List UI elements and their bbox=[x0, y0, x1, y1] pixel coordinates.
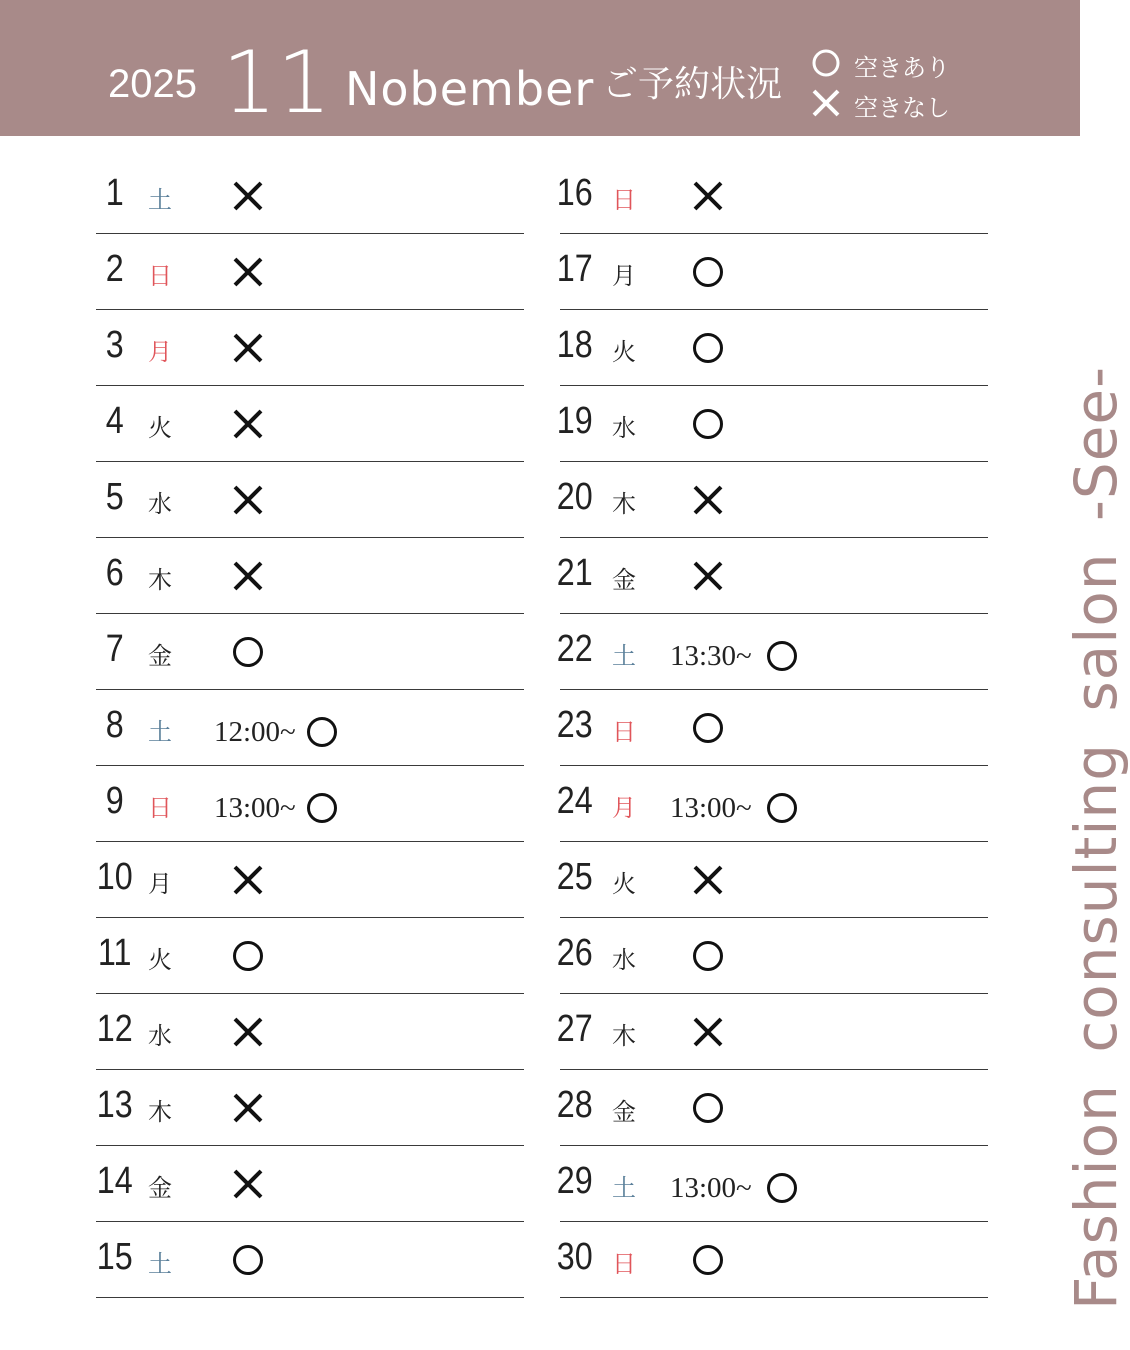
day-number: 12 bbox=[96, 1008, 133, 1050]
weekday-label: 水 bbox=[612, 414, 636, 442]
calendar-row bbox=[96, 158, 524, 234]
weekday-label: 土 bbox=[148, 718, 172, 746]
day-number: 27 bbox=[556, 1008, 593, 1050]
circle-icon bbox=[690, 1090, 726, 1126]
calendar-row bbox=[96, 462, 524, 538]
weekday-label: 木 bbox=[148, 566, 172, 594]
day-number: 7 bbox=[105, 628, 124, 670]
day-number: 23 bbox=[556, 704, 593, 746]
calendar-row bbox=[556, 462, 988, 538]
calendar-row bbox=[556, 614, 988, 690]
day-number: 8 bbox=[105, 704, 124, 746]
day-number: 13 bbox=[96, 1084, 133, 1126]
circle-icon bbox=[764, 790, 800, 826]
day-number: 10 bbox=[96, 856, 133, 898]
month-name: Nobember bbox=[345, 62, 595, 116]
calendar-column-right bbox=[556, 158, 988, 1298]
weekday-label: 水 bbox=[148, 490, 172, 518]
day-number: 20 bbox=[556, 476, 593, 518]
day-number: 28 bbox=[556, 1084, 593, 1126]
calendar-row bbox=[556, 158, 988, 234]
weekday-label: 木 bbox=[148, 1098, 172, 1126]
weekday-label: 水 bbox=[148, 1022, 172, 1050]
cross-icon bbox=[690, 178, 726, 214]
day-number: 15 bbox=[96, 1236, 133, 1278]
day-number: 16 bbox=[556, 172, 593, 214]
day-number: 26 bbox=[556, 932, 593, 974]
calendar-row bbox=[96, 842, 524, 918]
calendar-row bbox=[556, 310, 988, 386]
calendar-row bbox=[556, 690, 988, 766]
weekday-label: 土 bbox=[148, 1250, 172, 1278]
weekday-label: 金 bbox=[148, 1174, 172, 1202]
weekday-label: 金 bbox=[148, 642, 172, 670]
day-number: 11 bbox=[97, 932, 132, 974]
circle-icon bbox=[690, 330, 726, 366]
day-number: 25 bbox=[556, 856, 593, 898]
day-number: 17 bbox=[556, 248, 593, 290]
day-number: 4 bbox=[105, 400, 124, 442]
available-time: 13:00~ bbox=[670, 792, 752, 824]
day-number: 29 bbox=[556, 1160, 593, 1202]
cross-icon bbox=[230, 178, 266, 214]
calendar-row bbox=[556, 234, 988, 310]
calendar-row bbox=[96, 310, 524, 386]
legend bbox=[810, 44, 1010, 124]
weekday-label: 月 bbox=[612, 262, 636, 290]
weekday-label: 月 bbox=[612, 794, 636, 822]
circle-icon bbox=[690, 406, 726, 442]
day-number: 5 bbox=[105, 476, 124, 518]
calendar-row bbox=[96, 538, 524, 614]
weekday-label: 日 bbox=[612, 1250, 636, 1278]
available-time: 12:00~ bbox=[214, 716, 296, 748]
calendar-row bbox=[556, 842, 988, 918]
legend-unavailable-label: 空きなし bbox=[854, 94, 950, 122]
weekday-label: 日 bbox=[148, 794, 172, 822]
weekday-label: 日 bbox=[612, 186, 636, 214]
reservation-status-title: ご予約状況 bbox=[602, 64, 783, 105]
weekday-label: 月 bbox=[148, 870, 172, 898]
weekday-label: 月 bbox=[148, 338, 172, 366]
cross-icon bbox=[230, 1014, 266, 1050]
calendar-row bbox=[556, 1222, 988, 1298]
circle-icon bbox=[304, 790, 340, 826]
weekday-label: 金 bbox=[612, 1098, 636, 1126]
day-number: 21 bbox=[556, 552, 593, 594]
cross-icon bbox=[230, 1090, 266, 1126]
calendar-row bbox=[96, 234, 524, 310]
calendar-row bbox=[96, 766, 524, 842]
cross-icon bbox=[690, 482, 726, 518]
calendar-row bbox=[96, 1146, 524, 1222]
calendar-column-left bbox=[96, 158, 524, 1298]
year: 2025 bbox=[108, 62, 197, 106]
calendar-row bbox=[556, 1070, 988, 1146]
day-number: 14 bbox=[96, 1160, 133, 1202]
circle-icon bbox=[304, 714, 340, 750]
circle-icon bbox=[230, 1242, 266, 1278]
cross-icon bbox=[230, 254, 266, 290]
circle-icon bbox=[690, 710, 726, 746]
circle-icon bbox=[764, 1170, 800, 1206]
available-time: 13:30~ bbox=[670, 640, 752, 672]
weekday-label: 水 bbox=[612, 946, 636, 974]
circle-icon bbox=[690, 938, 726, 974]
day-number: 9 bbox=[105, 780, 124, 822]
cross-icon bbox=[230, 1166, 266, 1202]
legend-available bbox=[810, 44, 1010, 84]
circle-icon bbox=[690, 1242, 726, 1278]
weekday-label: 土 bbox=[612, 1174, 636, 1202]
cross-icon bbox=[230, 330, 266, 366]
circle-icon bbox=[764, 638, 800, 674]
legend-available-label: 空きあり bbox=[854, 54, 950, 82]
weekday-label: 土 bbox=[148, 186, 172, 214]
calendar-row bbox=[96, 1070, 524, 1146]
day-number: 3 bbox=[105, 324, 124, 366]
calendar-row bbox=[96, 614, 524, 690]
weekday-label: 日 bbox=[148, 262, 172, 290]
cross-icon bbox=[690, 862, 726, 898]
calendar-row bbox=[556, 994, 988, 1070]
available-time: 13:00~ bbox=[670, 1172, 752, 1204]
weekday-label: 火 bbox=[612, 338, 636, 366]
day-number: 22 bbox=[556, 628, 593, 670]
weekday-label: 土 bbox=[612, 642, 636, 670]
calendar-row bbox=[556, 538, 988, 614]
month-number: 11 bbox=[222, 33, 332, 133]
weekday-label: 火 bbox=[148, 946, 172, 974]
circle-icon bbox=[230, 938, 266, 974]
weekday-label: 木 bbox=[612, 1022, 636, 1050]
day-number: 2 bbox=[105, 248, 124, 290]
cross-icon bbox=[690, 558, 726, 594]
weekday-label: 金 bbox=[612, 566, 636, 594]
available-time: 13:00~ bbox=[214, 792, 296, 824]
cross-icon bbox=[230, 406, 266, 442]
day-number: 30 bbox=[556, 1236, 593, 1278]
brand-vertical-text: Fashion consulting salon -See- bbox=[1062, 365, 1130, 1310]
cross-icon bbox=[690, 1014, 726, 1050]
cross-icon bbox=[230, 862, 266, 898]
weekday-label: 木 bbox=[612, 490, 636, 518]
calendar-row bbox=[556, 766, 988, 842]
day-number: 18 bbox=[556, 324, 593, 366]
circle-icon bbox=[810, 46, 842, 78]
calendar-row bbox=[96, 690, 524, 766]
calendar-row bbox=[96, 386, 524, 462]
day-number: 19 bbox=[556, 400, 593, 442]
calendar-row bbox=[96, 1222, 524, 1298]
calendar-row bbox=[556, 1146, 988, 1222]
header-bar bbox=[0, 0, 1080, 136]
calendar-row bbox=[96, 918, 524, 994]
day-number: 24 bbox=[556, 780, 593, 822]
day-number: 1 bbox=[105, 172, 124, 214]
weekday-label: 火 bbox=[612, 870, 636, 898]
weekday-label: 日 bbox=[612, 718, 636, 746]
calendar-row bbox=[96, 994, 524, 1070]
cross-icon bbox=[810, 86, 842, 118]
calendar-row bbox=[556, 386, 988, 462]
legend-unavailable bbox=[810, 84, 1010, 124]
cross-icon bbox=[230, 558, 266, 594]
weekday-label: 火 bbox=[148, 414, 172, 442]
cross-icon bbox=[230, 482, 266, 518]
calendar-row bbox=[556, 918, 988, 994]
circle-icon bbox=[230, 634, 266, 670]
circle-icon bbox=[690, 254, 726, 290]
day-number: 6 bbox=[105, 552, 124, 594]
